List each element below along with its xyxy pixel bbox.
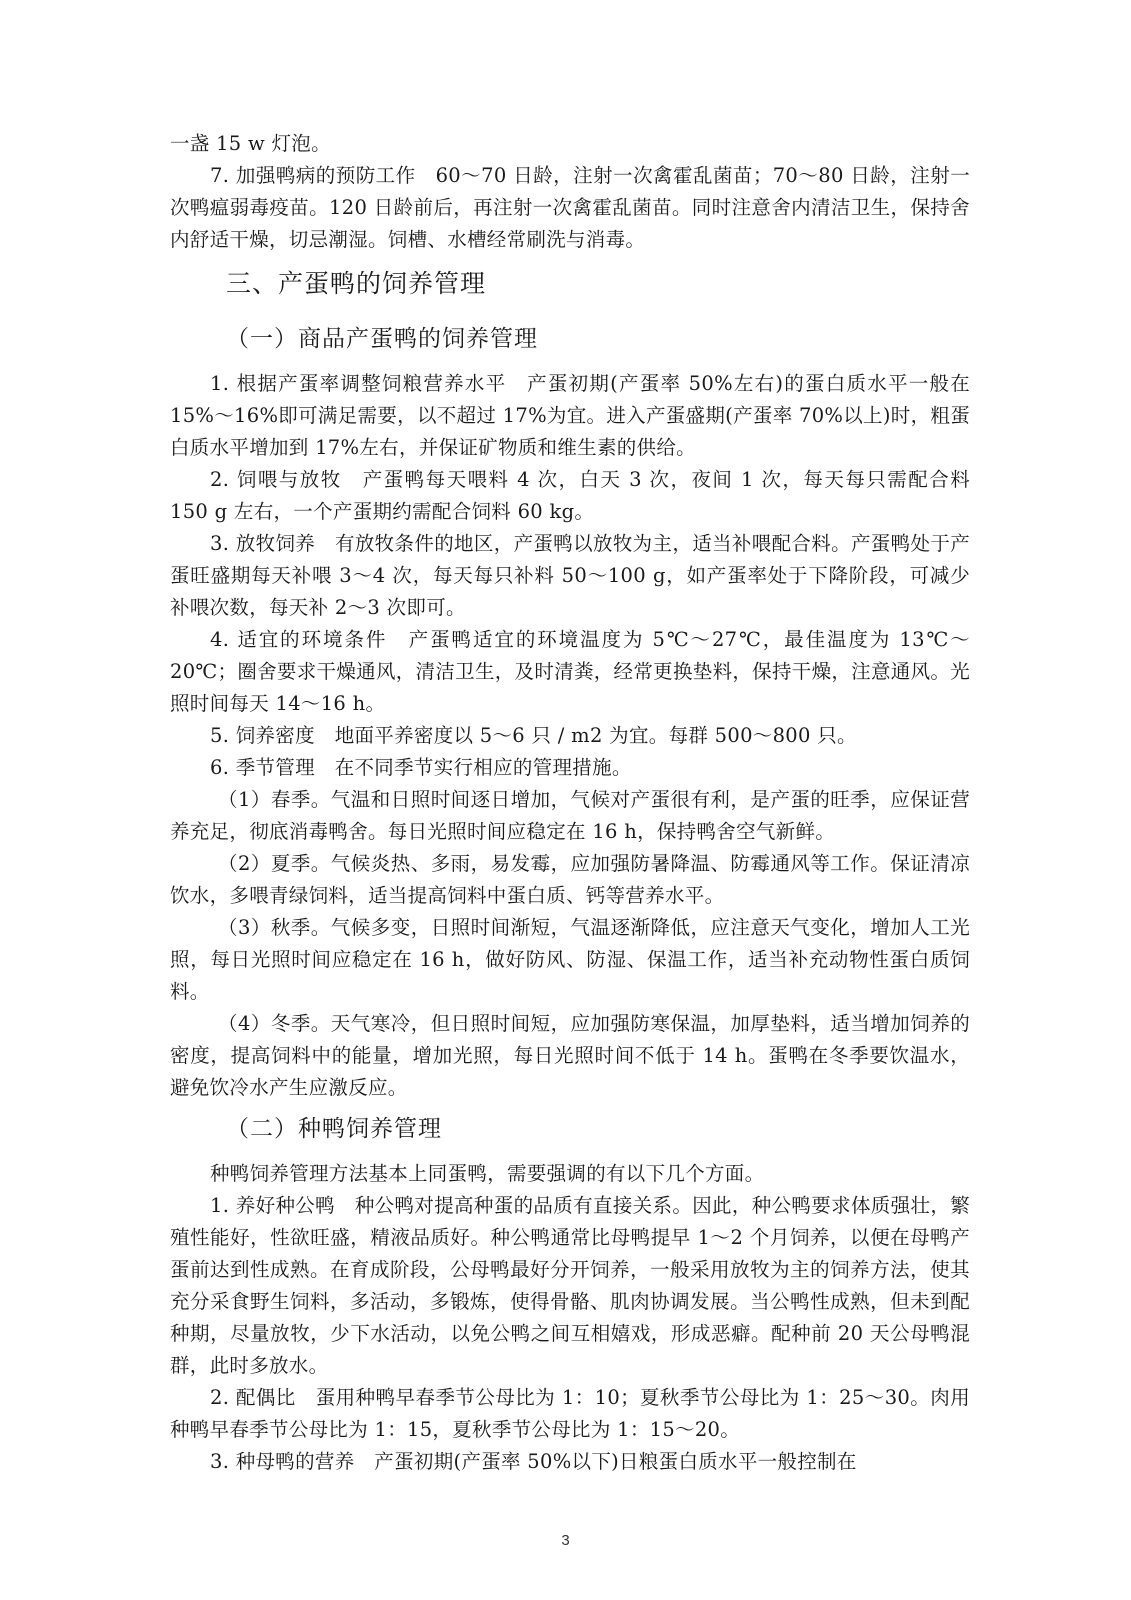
subsection-title-commercial-laying: （一）商品产蛋鸭的饲养管理 (226, 326, 538, 352)
paragraph-environment: 4. 适宜的环境条件 产蛋鸭适宜的环境温度为 5℃～27℃，最佳温度为 13℃～20℃；圈舍要求干燥通风，清洁卫生，及时清粪，经常更换垫料，保持干燥，注意通风。光照时间每天 14～16 h。 (170, 628, 970, 715)
paragraph-breeder-female-nutrition: 3. 种母鸭的营养 产蛋初期(产蛋率 50%以下)日粮蛋白质水平一般控制在 (210, 1450, 857, 1473)
paragraph-spring: （1）春季。气温和日照时间逐日增加，气候对产蛋很有利，是产蛋的旺季，应保证营养充足，彻底消毒鸭舍。每日光照时间应稳定在 16 h，保持鸭舍空气新鲜。 (170, 788, 970, 843)
paragraph-continuation: 一盏 15 w 灯泡。 (170, 132, 331, 155)
paragraph-feeding-grazing: 2. 饲喂与放牧 产蛋鸭每天喂料 4 次，白天 3 次，夜间 1 次，每天每只需配合料 150 g 左右，一个产蛋期约需配合饲料 60 kg。 (170, 468, 970, 523)
page-number: 3 (561, 1532, 570, 1549)
paragraph-grazing-feeding: 3. 放牧饲养 有放牧条件的地区，产蛋鸭以放牧为主，适当补喂配合料。产蛋鸭处于产蛋旺盛期每天补喂 3～4 次，每天每只补料 50～100 g，如产蛋率处于下降阶段，可减少补喂次数，每天补 2～3 次即可。 (170, 532, 970, 619)
paragraph-season-management: 6. 季节管理 在不同季节实行相应的管理措施。 (210, 756, 632, 779)
document-page (170, 128, 970, 1478)
paragraph-breeder-males: 1. 养好种公鸭 种公鸭对提高种蛋的品质有直接关系。因此，种公鸭要求体质强壮，繁殖性能好，性欲旺盛，精液品质好。种公鸭通常比母鸭提早 1～2 个月饲养，以便在母鸭产蛋前达到性成熟。在育成阶段，公母鸭最好分开饲养，一般采用放牧为主的饲养方法，使其充分采食野生饲料，多活动，多锻炼，使得骨骼、肌肉协调发展。当公鸭性成熟，但未到配种期，尽量放牧，少下水活动，以免公鸭之间互相嬉戏，形成恶癖。配种前 20 天公母鸭混群，此时多放水。 (170, 1194, 970, 1377)
paragraph-autumn: （3）秋季。气候多变，日照时间渐短，气温逐渐降低，应注意天气变化，增加人工光照，每日光照时间应稳定在 16 h，做好防风、防湿、保温工作，适当补充动物性蛋白质饲料。 (170, 916, 970, 1003)
paragraph-density: 5. 饲养密度 地面平养密度以 5～6 只 / m2 为宜。每群 500～800 只。 (210, 724, 857, 747)
paragraph-mating-ratio: 2. 配偶比 蛋用种鸭早春季节公母比为 1：10；夏秋季节公母比为 1：25～30。肉用种鸭早春季节公母比为 1：15，夏秋季节公母比为 1：15～20。 (170, 1386, 970, 1441)
subsection-title-breeder-ducks: （二）种鸭饲养管理 (226, 1116, 442, 1142)
section-title-laying-ducks: 三、产蛋鸭的饲养管理 (226, 269, 487, 298)
paragraph-breeder-intro: 种鸭饲养管理方法基本上同蛋鸭，需要强调的有以下几个方面。 (210, 1162, 765, 1185)
paragraph-summer: （2）夏季。气候炎热、多雨，易发霉，应加强防暑降温、防霉通风等工作。保证清凉饮水，多喂青绿饲料，适当提高饲料中蛋白质、钙等营养水平。 (170, 852, 970, 907)
paragraph-nutrition-level: 1. 根据产蛋率调整饲粮营养水平 产蛋初期(产蛋率 50%左右)的蛋白质水平一般在 15%～16%即可满足需要，以不超过 17%为宜。进入产蛋盛期(产蛋率 70%以上)时，粗蛋白质水平增加到 17%左右，并保证矿物质和维生素的供给。 (170, 372, 970, 459)
paragraph-winter: （4）冬季。天气寒冷，但日照时间短，应加强防寒保温，加厚垫料，适当增加饲养的密度，提高饲料中的能量，增加光照，每日光照时间不低于 14 h。蛋鸭在冬季要饮温水，避免饮冷水产生应激反应。 (170, 1012, 970, 1099)
paragraph-disease-prevention: 7. 加强鸭病的预防工作 60～70 日龄，注射一次禽霍乱菌苗；70～80 日龄，注射一次鸭瘟弱毒疫苗。120 日龄前后，再注射一次禽霍乱菌苗。同时注意舍内清洁卫生，保持舍内舒适干燥，切忌潮湿。饲槽、水槽经常刷洗与消毒。 (170, 164, 970, 251)
